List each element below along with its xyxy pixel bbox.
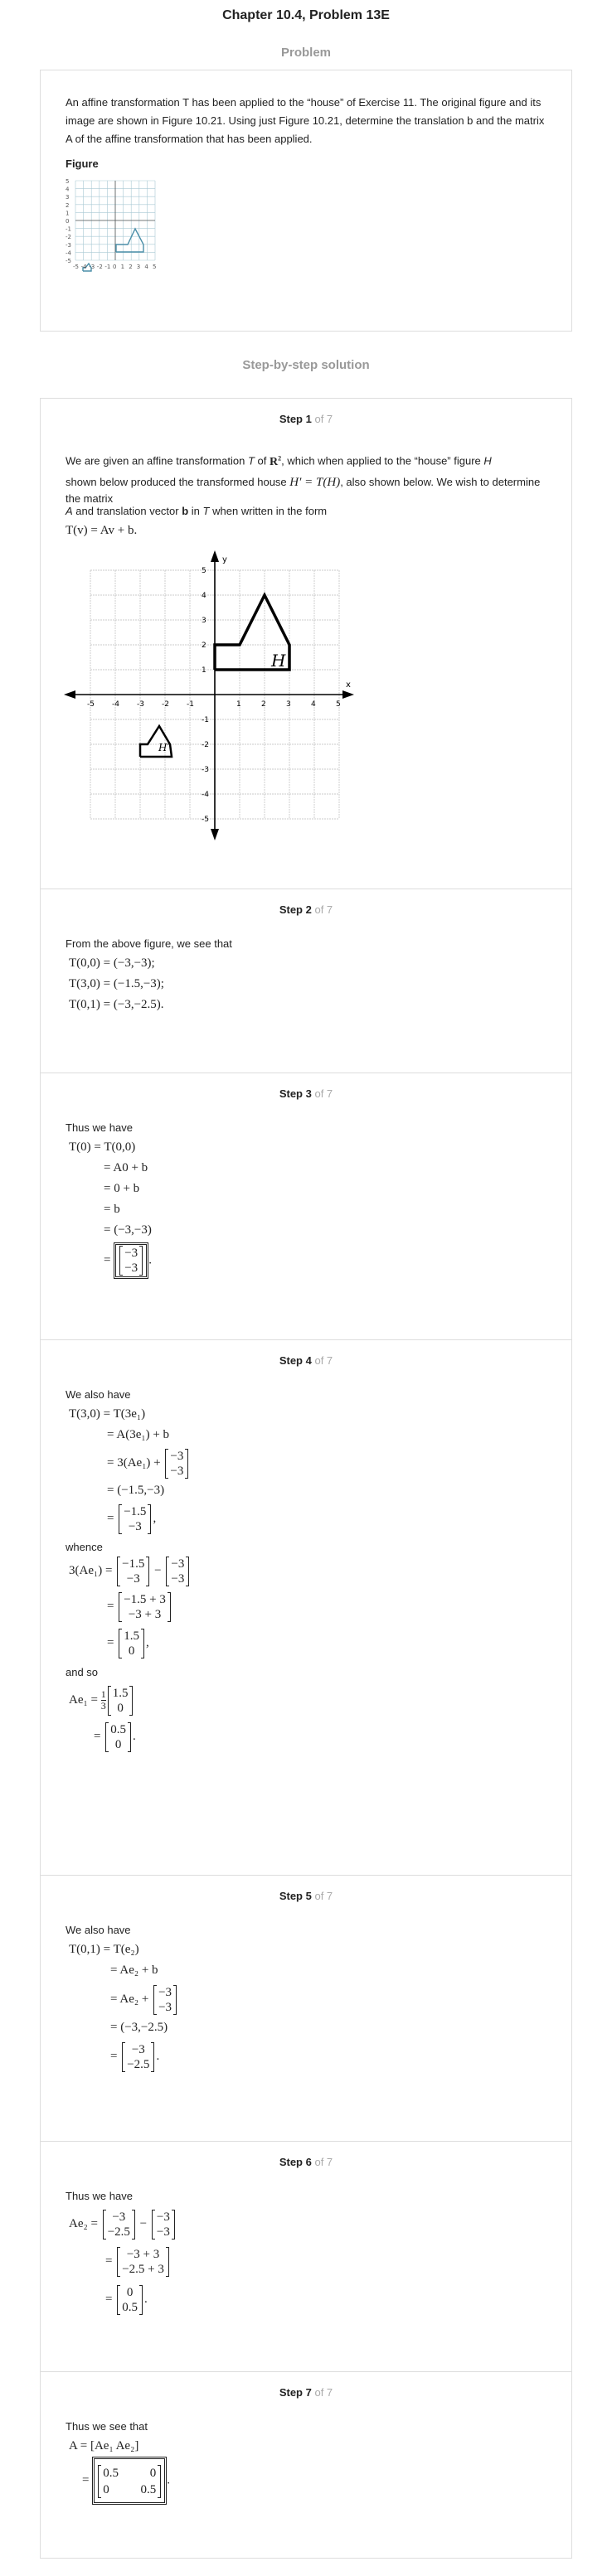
problem-x-tick: 0 (113, 264, 117, 270)
graph-x-tick: 2 (261, 700, 266, 709)
step-5-title: Step 5 of 7 (279, 1890, 333, 1902)
problem-y-tick: 1 (66, 210, 70, 217)
step-2-card (40, 889, 572, 1073)
graph-x-tick: -3 (137, 700, 144, 709)
graph-x-tick: 4 (311, 700, 316, 709)
graph-x-tick: -1 (187, 700, 194, 709)
problem-x-tick: 3 (136, 264, 141, 270)
house-h-label: H (271, 651, 286, 671)
problem-y-tick: 0 (66, 218, 70, 225)
problem-y-tick: -4 (66, 249, 71, 257)
step-3-card (40, 1073, 572, 1339)
step-2-line-3: T(0,1) = (−3,−2.5). (69, 998, 164, 1011)
step-5-line-4: = (−3,−2.5) (110, 2021, 168, 2034)
graph-x-tick: -4 (112, 700, 119, 709)
problem-x-tick: 1 (120, 264, 125, 270)
step-2-line-2: T(3,0) = (−1.5,−3); (69, 977, 164, 990)
step-1-card (40, 398, 572, 889)
step-3-text: Thus we have (66, 1121, 133, 1134)
step-5-line-3: = Ae₂ + −3 −3 (69, 1981, 546, 2017)
step-3-line-1: T(0) = T(0,0) (69, 1140, 136, 1154)
step-4-line-1: T(3,0) = T(3e₁) (69, 1407, 146, 1421)
graph-x-tick: -5 (87, 700, 95, 709)
problem-card (40, 70, 572, 332)
step-3-result: = −3 −3 . (69, 1242, 546, 1279)
step-6-line-3: = 0 0.5 . (105, 2285, 148, 2314)
step-3-title: Step 3 of 7 (279, 1087, 333, 1100)
step-2-title: Step 2 of 7 (279, 903, 333, 916)
step-1-intro-line2: shown below produced the transformed house H′ = T(H), also shown below. We wish to determine the matrix (66, 475, 541, 505)
step-5-card (40, 1875, 572, 2141)
step-6-card (40, 2141, 572, 2371)
step-7-card (40, 2371, 572, 2559)
step-1-intro-line3: A and translation vector b in T when written in the form (66, 504, 328, 517)
problem-y-tick: 2 (66, 201, 70, 209)
step-4-and-so-line-2: = 0.5 0 . (94, 1722, 136, 1751)
problem-x-tick: -4 (80, 264, 87, 270)
graph-y-tick: 2 (202, 642, 206, 650)
step-1-intro-line1: We are given an affine transformation T of $R^2$, which when applied to the “house” figure H (66, 454, 492, 468)
step-1-graph (64, 550, 371, 849)
step-3-line-4: = b (104, 1203, 120, 1216)
figure-label: Figure (66, 157, 99, 170)
step-6-title: Step 6 of 7 (279, 2156, 333, 2168)
problem-x-tick: -3 (89, 264, 95, 270)
step-4-whence-line-1: 3(Ae₁) = −1.5 −3 − −3 −3 (69, 1553, 546, 1588)
step-7-text: Thus we see that (66, 2420, 148, 2433)
x-axis-arrows (64, 550, 354, 840)
graph-y-tick: -4 (202, 791, 209, 799)
problem-y-tick: 3 (66, 194, 70, 201)
graph-y-tick: 5 (202, 567, 206, 575)
graph-y-tick: -2 (202, 741, 209, 749)
problem-y-tick: 4 (66, 186, 70, 193)
problem-y-tick: -2 (66, 234, 71, 241)
step-4-card (40, 1339, 572, 1875)
step-4-whence-line-3: = 1.5 0 , (107, 1629, 149, 1658)
step-2-text: From the above figure, we see that (66, 937, 232, 950)
graph-y-tick: -5 (202, 816, 209, 824)
step-5-line-2: = Ae₂ + b (110, 1963, 158, 1977)
problem-x-tick: 2 (129, 264, 133, 270)
step-3-line-5: = (−3,−3) (104, 1223, 152, 1237)
step-4-line-2: = A(3e₁) + b (107, 1428, 170, 1441)
y-axis-label: y (222, 555, 227, 564)
step-7-result: = 0.5 0 0 0.5 . (69, 2457, 546, 2498)
problem-x-tick: 4 (144, 264, 148, 270)
graph-y-tick: -1 (202, 716, 209, 724)
problem-text: An affine transformation T has been applied to the “house” of Exercise 11. The original figure and its image are shown in Figure 10.21. Using just Figure 10.21, determine the translation b and the matrix A of the affine transformation that has been applied. (66, 96, 545, 145)
step-5-line-5: = −3 −2.5 . (110, 2042, 160, 2071)
problem-x-tick: -2 (96, 264, 103, 270)
house-hprime-label: H′ (158, 742, 170, 753)
step-7-title: Step 7 of 7 (279, 2386, 333, 2399)
step-5-text: We also have (66, 1924, 131, 1936)
graph-y-tick: 4 (202, 592, 206, 600)
graph-x-tick: 3 (286, 700, 291, 709)
step-5-line-1: T(0,1) = T(e₂) (69, 1943, 139, 1956)
step-4-line-5: = −1.5 −3 , (107, 1504, 157, 1533)
step-1-title: Step 1 of 7 (279, 413, 333, 425)
problem-y-tick: -3 (66, 241, 71, 249)
step-3-line-3: = 0 + b (104, 1182, 140, 1195)
graph-x-tick: 5 (336, 700, 341, 709)
problem-x-tick: -1 (104, 264, 111, 270)
step-4-title: Step 4 of 7 (279, 1354, 333, 1367)
step-2-line-1: T(0,0) = (−3,−3); (69, 956, 155, 970)
step-7-line-1: A = [Ae₁ Ae₂] (69, 2439, 139, 2453)
problem-x-tick: -5 (73, 264, 79, 270)
problem-figure (66, 174, 202, 303)
step-4-and-so: and so (66, 1666, 99, 1678)
step-4-whence: whence (66, 1541, 103, 1553)
step-1-formula: T(v) = Av + b. (66, 523, 138, 537)
problem-heading: Problem (280, 46, 331, 60)
step-3-line-2: = A0 + b (104, 1161, 148, 1174)
problem-x-tick: 5 (153, 264, 157, 270)
problem-y-tick: 5 (66, 178, 70, 185)
graph-y-tick: 1 (202, 666, 206, 675)
step-6-line-1: Ae₂ = −3 −2.5 − −3 −3 (69, 2206, 546, 2242)
step-4-and-so-line-1: Ae₁ = $\frac{1}{3}$ 1.5 0 (69, 1682, 546, 1718)
graph-x-tick: -2 (162, 700, 169, 709)
x-axis-label: x (346, 680, 351, 690)
problem-y-tick: -1 (66, 225, 71, 233)
step-6-text: Thus we have (66, 2190, 133, 2202)
graph-y-tick: 3 (202, 617, 206, 625)
step-6-line-2: = −3 + 3 −2.5 + 3 (69, 2242, 546, 2280)
step-4-line-4: = (−1.5,−3) (107, 1484, 165, 1497)
graph-y-tick: -3 (202, 766, 209, 774)
page-title: Chapter 10.4, Problem 13E (222, 8, 390, 22)
step-4-line-3: = 3(Ae₁) + −3 −3 (69, 1445, 546, 1480)
solution-heading: Step-by-step solution (242, 358, 370, 372)
graph-x-tick: 1 (236, 700, 241, 709)
step-4-text: We also have (66, 1388, 131, 1401)
step-4-whence-line-2: = −1.5 + 3 −3 + 3 (69, 1588, 546, 1625)
problem-y-tick: -5 (66, 258, 71, 264)
